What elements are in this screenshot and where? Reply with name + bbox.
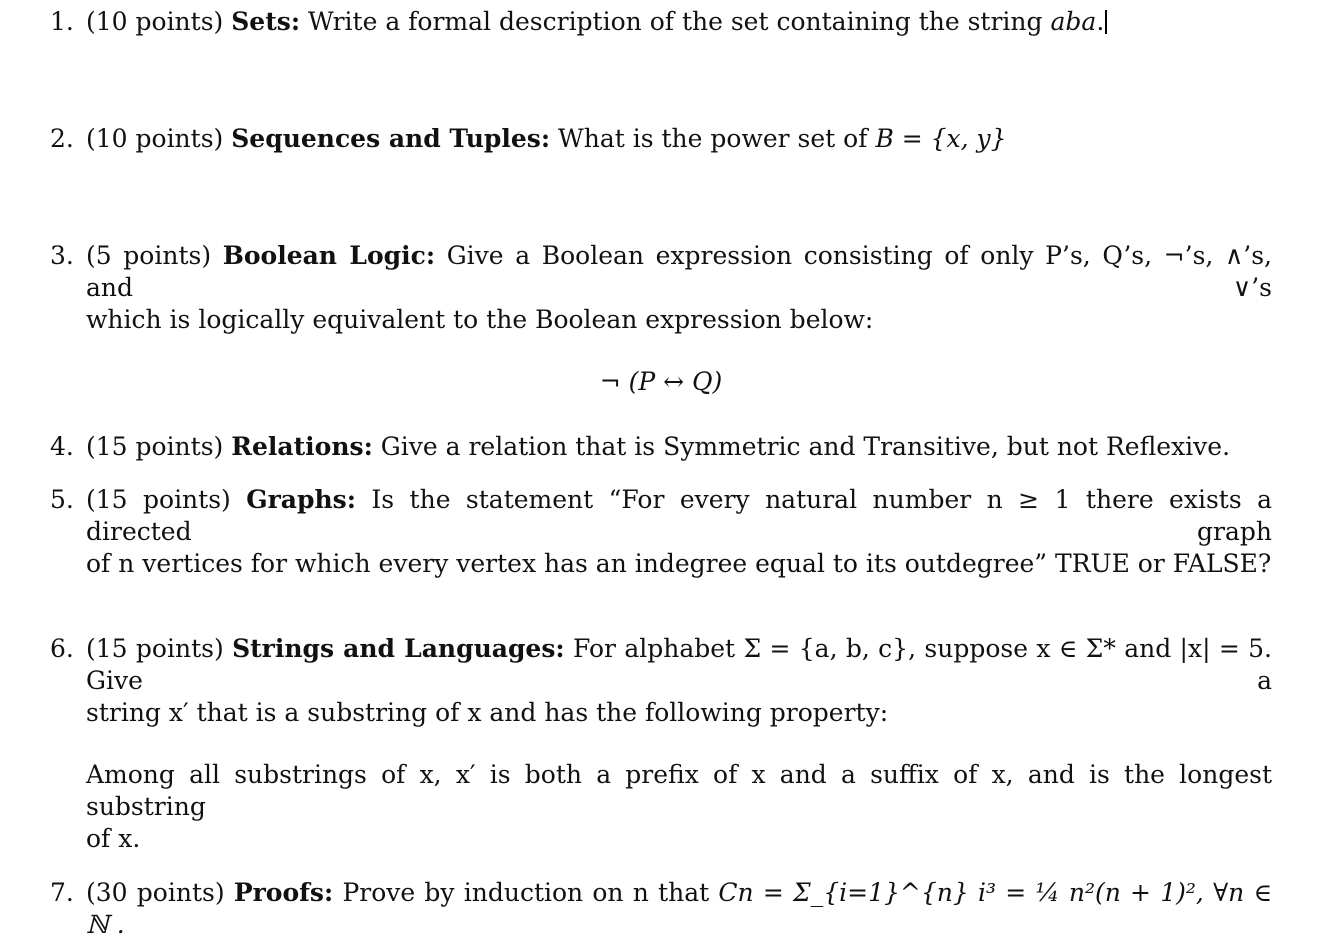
question-text: Prove by induction on n that [342,878,710,907]
question-number: 2. [50,124,74,153]
question-body [86,633,1272,855]
question-text-line-1: Is the statement “For every natural number n ≥ 1 there exists a directed graph [86,485,1272,546]
question-points: (5 points) [86,241,212,270]
period: . [1096,7,1105,36]
question-body [86,431,1272,463]
question-topic: Sets: [231,7,301,36]
question-topic: Strings and Languages: [232,634,565,663]
property-line-2: of x. [86,824,141,853]
question-7 [50,877,1272,941]
question-text-line-1: For alphabet Σ = {a, b, c}, suppose x ∈ Σ* and |x| = 5. Give a [86,634,1272,695]
question-text-line-2: string x′ that is a substring of x and has the following property: [86,698,889,727]
question-topic: Proofs: [233,878,334,907]
question-number: 5. [50,485,74,514]
property-line-1: Among all substrings of x, x′ is both a prefix of x and a suffix of x, and is the longest substring [86,760,1272,821]
question-topic: Boolean Logic: [222,241,436,270]
question-text-line-1: Give a Boolean expression consisting of only P’s, Q’s, ¬’s, ∧’s, and ∨’s [86,241,1272,302]
question-body [86,6,1272,38]
question-topic: Sequences and Tuples: [231,124,551,153]
question-number: 6. [50,634,74,663]
question-topic: Graphs: [246,485,356,514]
question-number: 7. [50,878,74,907]
question-number: 1. [50,7,74,36]
question-text: Write a formal description of the set containing the string [308,7,1043,36]
question-6 [50,633,1272,855]
question-2 [50,123,1272,155]
question-body [86,484,1272,580]
question-points: (15 points) [86,634,224,663]
question-3 [50,240,1272,336]
question-points: (10 points) [86,124,224,153]
question-number: 3. [50,241,74,270]
question-1 [50,6,1272,38]
question-points: (30 points) [86,878,225,907]
question-points: (15 points) [86,485,231,514]
text-cursor[interactable] [1105,10,1107,34]
question-body [86,240,1272,336]
question-number: 4. [50,432,74,461]
question-topic: Relations: [231,432,373,461]
question-points: (10 points) [86,7,224,36]
question-body [86,123,1272,155]
question-text-line-2: of n vertices for which every vertex has an indegree equal to its outdegree” TRUE or FALSE? [86,549,1272,578]
math-string: aba [1050,7,1097,36]
question-text: What is the power set of [558,124,868,153]
question-5 [50,484,1272,580]
question-text: Give a relation that is Symmetric and Transitive, but not Reflexive. [380,432,1231,461]
boolean-expression: ¬ (P ↔ Q) [599,367,723,396]
question-4 [50,431,1272,463]
question-body [86,877,1272,941]
math-expression: B = {x, y} [875,124,1007,153]
question-points: (15 points) [86,432,224,461]
question-text-line-2: which is logically equivalent to the Boolean expression below: [86,305,874,334]
summation-formula: Cn = Σ_{i=1}^{n} i³ = ¼ n²(n + 1)², ∀n ∈ ℕ . [86,878,1272,939]
